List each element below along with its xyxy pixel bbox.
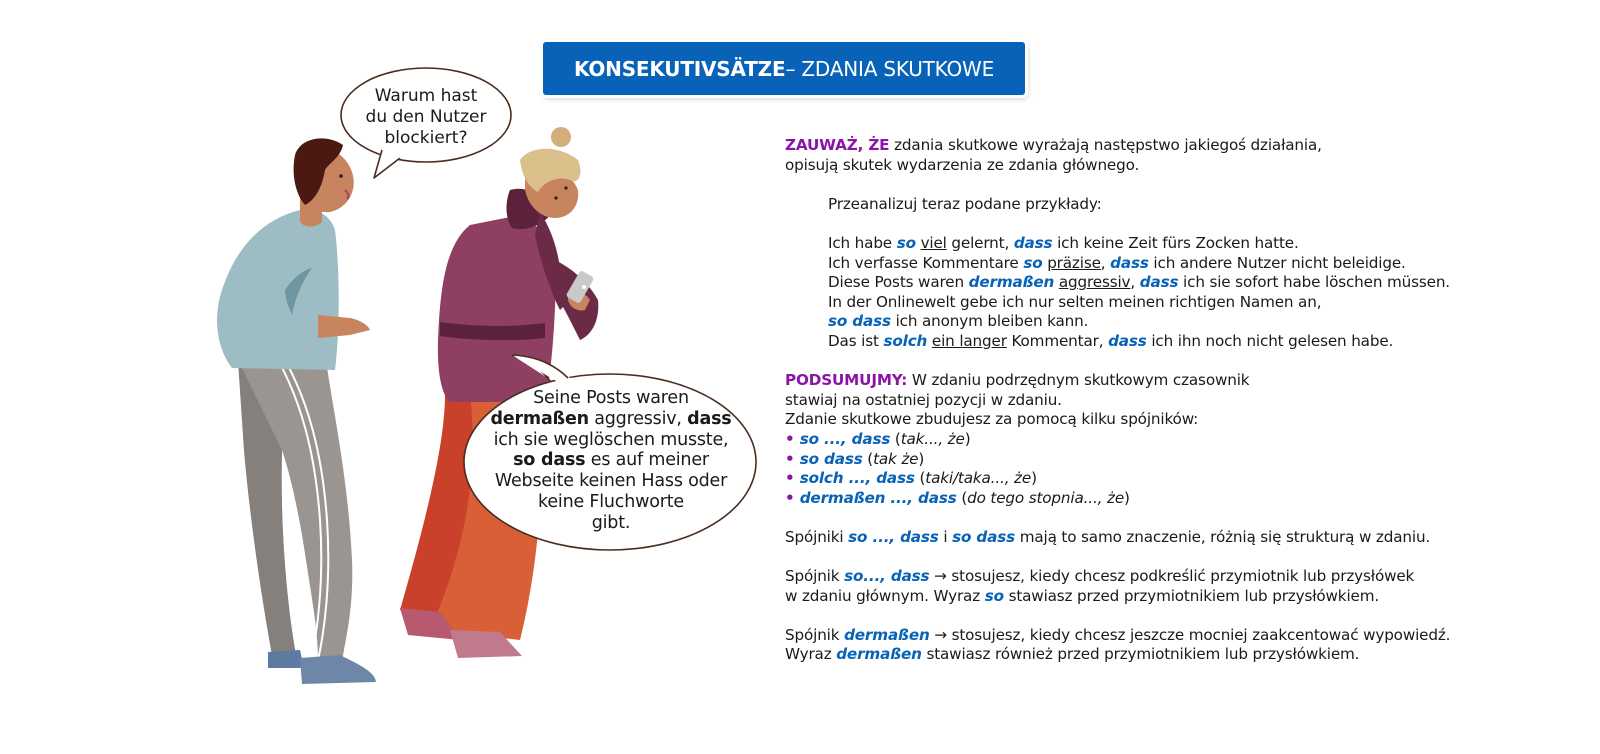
note-3-line-1 [785, 626, 1565, 646]
text: → stosujesz, kiedy chcesz jeszcze mocniej zaakcentować wypowiedź. [929, 625, 1451, 644]
conjunction: so [896, 233, 916, 252]
bubble-line: blockiert? [384, 128, 468, 148]
note-3-line-2 [785, 645, 1565, 665]
translation: taki/taka..., że [925, 469, 1032, 488]
speech-bubble-right-text [476, 388, 746, 534]
bubble-line: ich sie weglöschen musste, [493, 429, 729, 450]
intro-line-1 [785, 136, 1565, 156]
text: stawiasz przed przymiotnikiem lub przysłówkiem. [1003, 586, 1380, 605]
conjunction: so [984, 586, 1004, 605]
conjunction: dass [1108, 331, 1147, 350]
title-polish: – ZDANIA SKUTKOWE [785, 56, 995, 81]
text: → stosujesz, kiedy chcesz podkreślić przymiotnik lub przysłówek [929, 567, 1415, 586]
bold-conjunction: so dass [513, 450, 586, 471]
text: Diese Posts waren [828, 273, 969, 292]
example-3 [785, 273, 1565, 293]
conjunction: so dass [952, 527, 1016, 546]
text: Wyraz [785, 645, 837, 664]
underlined-word: viel [920, 233, 947, 252]
text: Ich habe [828, 233, 897, 252]
text: i [938, 527, 953, 546]
bold-conjunction: dass [687, 408, 732, 429]
spacer [785, 175, 1565, 195]
text: Spójniki [785, 527, 849, 546]
text: ( [914, 469, 926, 488]
bullet-icon: • [785, 488, 800, 507]
example-6 [785, 332, 1565, 352]
translation: tak..., że [900, 429, 965, 448]
bold-conjunction: dermaßen [490, 408, 589, 429]
conjunction: dass [1139, 273, 1179, 292]
bubble-text-fragment: aggressiv, [588, 408, 688, 429]
bubble-line: Webseite keinen Hass oder [494, 471, 728, 492]
man-figure [217, 138, 376, 684]
conjunction: so dass [828, 312, 891, 331]
spacer [785, 508, 1565, 528]
spacer [785, 352, 1565, 372]
underlined-word: ein langer [931, 331, 1007, 350]
note-2-line-1 [785, 567, 1565, 587]
title-german: KONSEKUTIVSÄTZE [573, 56, 786, 81]
spacer [785, 606, 1565, 626]
bullet-icon: • [785, 429, 800, 448]
examples-heading: Przeanalizuj teraz podane przykłady: [828, 194, 1102, 213]
summary-line-3: Zdanie skutkowe zbudujesz za pomocą kilku spójników: [785, 410, 1199, 429]
text: ich sie sofort habe löschen müssen. [1178, 273, 1450, 292]
conjunction: dass [1110, 253, 1149, 272]
text: ) [1124, 488, 1130, 507]
spacer [785, 547, 1565, 567]
intro-line-2: opisują skutek wydarzenia ze zdania głównego. [785, 155, 1140, 174]
illustration [0, 0, 780, 750]
text: gelernt, [946, 233, 1014, 252]
example-5 [785, 312, 1565, 332]
text: ich keine Zeit fürs Zocken hatte. [1052, 233, 1299, 252]
text: ich anonym bleiben kann. [890, 312, 1089, 331]
example-4 [785, 293, 1565, 313]
text: In der Onlinewelt gebe ich nur selten meinen richtigen Namen an, [828, 292, 1322, 311]
conjunction: so ..., dass [848, 527, 939, 546]
conjunction: dass [1013, 233, 1053, 252]
text: ( [956, 488, 968, 507]
speech-bubble-left-text [350, 86, 502, 149]
bubble-text-fragment: es auf meiner [585, 450, 709, 471]
note-label: ZAUWAŻ, ŻE [785, 136, 890, 154]
conjunction: so [1023, 253, 1043, 272]
bullet-icon: • [785, 469, 800, 488]
text: Kommentar, [1006, 331, 1109, 350]
conjunction: dermaßen ..., dass [799, 488, 957, 507]
explanation-panel [785, 136, 1565, 665]
spacer [785, 214, 1565, 234]
text: ich andere Nutzer nicht beleidige. [1148, 253, 1406, 272]
text: Das ist [828, 331, 884, 350]
conjunction: dermaßen [968, 273, 1055, 292]
note-2-line-2 [785, 587, 1565, 607]
conjunction-list-item [785, 489, 1565, 509]
text: mają to samo znaczenie, różnią się strukturą w zdaniu. [1015, 527, 1431, 546]
conjunction: solch [883, 331, 928, 350]
bubble-line: Warum hast [374, 86, 478, 106]
conjunction-list-item [785, 450, 1565, 470]
text: ) [964, 429, 971, 448]
text: ) [1031, 469, 1037, 488]
translation: tak że [873, 449, 919, 468]
translation: do tego stopnia..., że [967, 488, 1125, 507]
conjunction: so dass [799, 449, 863, 468]
text: W zdaniu podrzędnym skutkowym czasownik [907, 371, 1250, 390]
summary-line-1 [785, 371, 1565, 391]
text: zdania skutkowe wyrażają następstwo jakiegoś działania, [889, 136, 1322, 154]
bubble-line: gibt. [591, 512, 631, 533]
conjunction-list-item [785, 430, 1565, 450]
underlined-word: präzise [1047, 253, 1101, 272]
summary-label: PODSUMUJMY: [785, 371, 908, 390]
text: ich ihn noch nicht gelesen habe. [1146, 331, 1394, 350]
text: , [1130, 273, 1140, 292]
conjunction: so ..., dass [799, 429, 891, 448]
conjunction: solch ..., dass [799, 469, 915, 488]
example-1 [785, 234, 1565, 254]
bubble-line: Seine Posts waren [533, 388, 689, 408]
conjunction: dermaßen [844, 625, 930, 644]
bullet-icon: • [785, 449, 800, 468]
bubble-line: keine Fluchworte [538, 491, 684, 512]
text: w zdaniu głównym. Wyraz [785, 586, 985, 605]
summary-line-2: stawiaj na ostatniej pozycji w zdaniu. [785, 390, 1062, 409]
bubble-line [476, 409, 746, 430]
conjunction-list-item [785, 469, 1565, 489]
conjunction: dermaßen [836, 645, 922, 664]
text: , [1100, 253, 1111, 272]
text: stawiasz również przed przymiotnikiem lub przysłówkiem. [921, 645, 1360, 664]
bubble-line: du den Nutzer [365, 107, 487, 127]
text: ) [918, 449, 925, 468]
example-2 [785, 254, 1565, 274]
text: ( [890, 429, 901, 448]
underlined-word: aggressiv [1058, 273, 1131, 292]
note-1 [785, 528, 1565, 548]
conjunction: so..., dass [844, 567, 930, 586]
text: ( [862, 449, 874, 468]
text: Spójnik [785, 625, 845, 644]
text: Ich verfasse Kommentare [828, 253, 1024, 272]
bubble-line [476, 450, 746, 471]
text: Spójnik [785, 567, 845, 586]
